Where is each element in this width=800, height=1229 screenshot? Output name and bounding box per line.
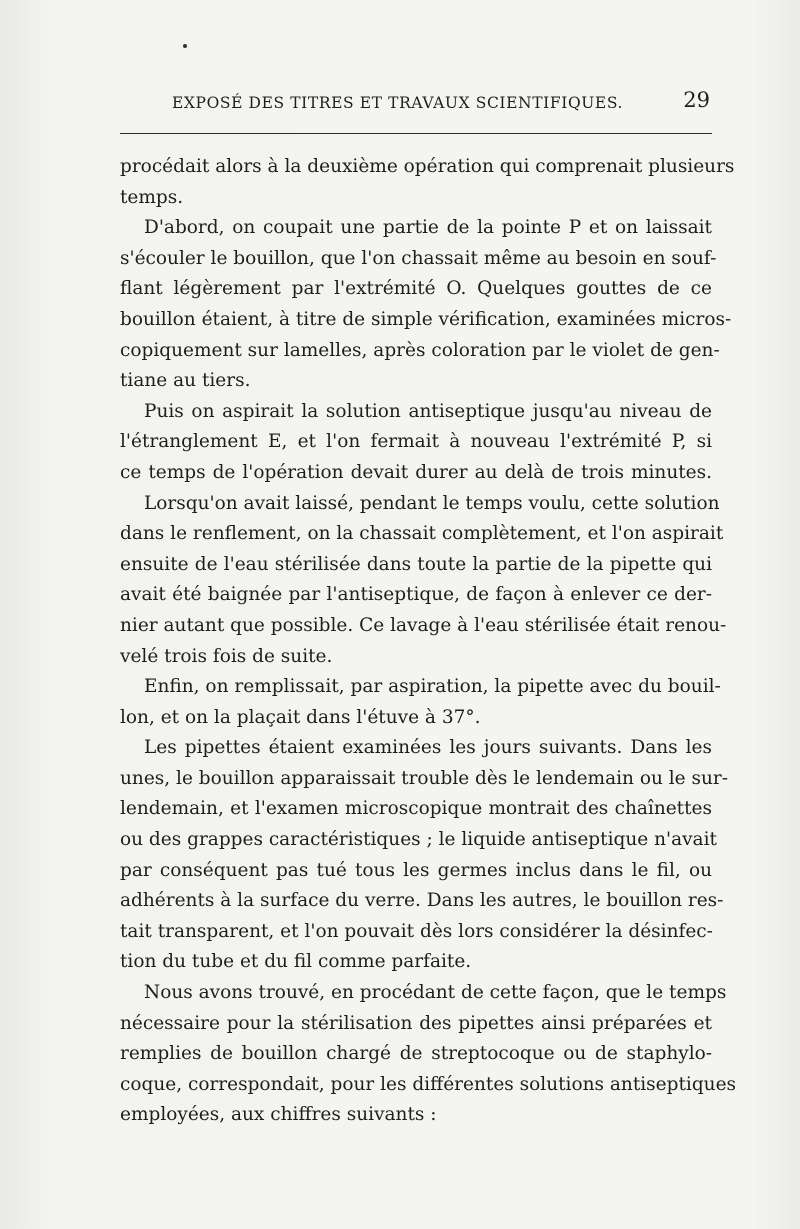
text-line: remplies de bouillon chargé de streptocoque ou de staphylo- [120,1043,712,1065]
text-line: Les pipettes étaient examinées les jours suivants. Dans les [144,737,712,759]
text-line: unes, le bouillon apparaissait trouble dès le lendemain ou le sur- [120,767,729,789]
text-line: tion du tube et du fil comme parfaite. [120,951,472,973]
text-line: Nous avons trouvé, en procédant de cette façon, que le temps [144,982,727,1004]
text-line: avait été baignée par l'antiseptique, de façon à enlever ce der- [120,584,712,606]
header-rule [120,133,712,134]
text-line: procédait alors à la deuxième opération qui comprenait plusieurs [120,156,735,177]
text-line: Enfin, on remplissait, par aspiration, la pipette avec du bouil- [144,676,721,698]
ink-speck [183,44,187,48]
text-line: lendemain, et l'examen microscopique montrait des chaînettes [120,798,712,820]
text-line: copiquement sur lamelles, après coloration par le violet de gen- [120,339,720,361]
text-line: ou des grappes caractéristiques ; le liquide antiseptique n'avait [120,829,717,851]
text-line: lon, et on la plaçait dans l'étuve à 37°. [120,706,481,728]
text-line: coque, correspondait, pour les différentes solutions antiseptiques [120,1073,737,1095]
page-header [120,88,712,118]
text-line: ce temps de l'opération devait durer au delà de trois minutes. [120,461,712,483]
text-line: dans le renflement, on la chassait complètement, et l'on aspirait [120,523,724,545]
text-line: l'étranglement E, et l'on fermait à nouveau l'extrémité P, si [120,431,712,453]
text-line: s'écouler le bouillon, que l'on chassait même au besoin en souf- [120,247,717,269]
text-line: bouillon étaient, à titre de simple vérification, examinées micros- [120,308,732,330]
body-text [120,152,737,1131]
text-line: nécessaire pour la stérilisation des pipettes ainsi préparées et [120,1012,712,1034]
text-line: flant légèrement par l'extrémité O. Quelques gouttes de ce [120,278,712,300]
running-title: EXPOSÉ DES TITRES ET TRAVAUX SCIENTIFIQUES. [172,94,624,112]
text-line: temps. [120,186,184,208]
text-line: velé trois fois de suite. [120,645,333,667]
text-line: ensuite de l'eau stérilisée dans toute la partie de la pipette qui [120,553,712,575]
page-number: 29 [683,88,710,112]
text-line: tait transparent, et l'on pouvait dès lors considérer la désinfec- [120,920,713,942]
text-line: par conséquent pas tué tous les germes inclus dans le fil, ou [120,859,712,881]
text-line: Lorsqu'on avait laissé, pendant le temps voulu, cette solution [144,492,720,514]
text-line: tiane au tiers. [120,370,251,392]
text-line: Puis on aspirait la solution antiseptique jusqu'au niveau de [144,400,712,422]
text-line: employées, aux chiffres suivants : [120,1104,437,1126]
text-line: nier autant que possible. Ce lavage à l'eau stérilisée était renou- [120,614,727,636]
text-line: adhérents à la surface du verre. Dans les autres, le bouillon res- [120,890,724,912]
text-line: D'abord, on coupait une partie de la pointe P et on laissait [144,217,712,239]
